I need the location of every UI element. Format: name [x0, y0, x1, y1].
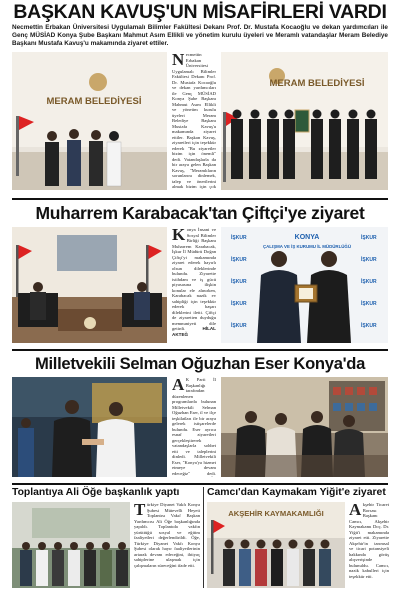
divider-2 — [12, 349, 388, 351]
story4-column — [134, 502, 200, 590]
story2-body: onya İnsani ve Sosyal Bilimler Birliği Başkanı Muharrem Karabacak, İşkur İl Müdürü Doğan Çiftçi'yi makamında ziyaret ederek hayırlı olsun dileklerinde bulundu. Ziyarette istihdam ve iş gücü piyasasına ilişkin konular ele alınırken, Karabacak nazik ev sahipliği için teşekkür ederek başarı dileklerini iletti. Çiftçi de ziyaretten duyduğu memnuniyeti dile getirdi. — [172, 227, 216, 331]
story5-headline: Camcı'dan Kaymakam Yiğit'e ziyaret — [207, 487, 386, 498]
story4-body: ürkiye Diyanet Vakfı Konya Şubesi Mütevelli Heyeti Toplantısı Vakıf Başkan Yardımcısı Ali Öğe başkanlığında yapıldı. Toplantıda vakfın yürüttüğü sosyal ve eğitim faaliyetleri değerlendirildi. Öğe, Türkiye Diyanet Vakfı Konya Şubesi olarak hayır faaliyetlerinin artarak devam edeceğini, ihtiyaç sahiplerine ulaşmak için çalışmaların süreceğini ifade etti. — [134, 502, 200, 568]
story2-logo-a3: İŞKUR — [231, 279, 247, 285]
story5-photo — [207, 502, 345, 588]
story2-logo-b3: İŞKUR — [361, 279, 377, 285]
story2-logo-b4: İŞKUR — [361, 301, 377, 307]
story1-column — [172, 52, 216, 190]
story2-logo-b1: İŞKUR — [361, 235, 377, 241]
story4-dropcap: T — [134, 502, 146, 519]
bottom-divider-vertical — [203, 487, 204, 588]
story3-headline: Milletvekili Selman Oğuzhan Eser Konya'da — [34, 354, 366, 373]
story2-headline: Muharrem Karabacak'tan Çiftçi'ye ziyaret — [35, 203, 365, 223]
story3-dropcap: A — [172, 377, 185, 394]
story1-photo-right-sign: MERAM BELEDİYESİ — [269, 78, 365, 89]
story2-photo-left — [12, 227, 167, 343]
story1-dropcap: N — [172, 52, 185, 69]
story2-logo-b2: İŞKUR — [361, 257, 377, 263]
story4-photo — [12, 502, 130, 588]
story1-photo-left — [12, 52, 167, 190]
story2-byline: HİLAL AKTEĞ — [172, 326, 216, 337]
story5-body: kşehir Ticaret Borsası Başkanı Camcı, Akşehir Kaymakamı Doç. Dr. Yiğit'i makamında ziyaret etti. Ziyarette Akşehir'in tarımsal ve ticari potansiyeli hakkında görüş alışverişinde bulunuldu. Camcı, nazik kabulleri için teşekkür etti. — [349, 502, 389, 579]
story5-dropcap: A — [349, 502, 362, 519]
story5-column — [349, 502, 389, 590]
story3-photo-left — [12, 377, 167, 477]
story4-headline: Toplantıya Ali Öğe başkanlık yaptı — [12, 487, 180, 498]
story2-logo-a2: İŞKUR — [231, 257, 247, 263]
story2-logo-a1: İŞKUR — [231, 235, 247, 241]
story3-byline — [172, 476, 216, 477]
story2-logo-a4: İŞKUR — [231, 301, 247, 307]
story2-logo-a5: İŞKUR — [231, 323, 247, 329]
story3-body: K Parti İl Başkanlığı tarafından düzenlenen programlarda bulunan Milletvekili Selman Oğuzhan Eser, il ve ilçe teşkilatları ile bir araya gelerek istişarelerde bulundu. Eser ayrıca esnaf ziyaretleri gerçekleştirerek vatandaşlarla sohbet etti ve taleplerini dinledi. Milletvekili Eser, "Konya'ya hizmet etmeye devam edeceğiz" dedi. — [172, 377, 216, 476]
story1-headline: BAŞKAN KAVUŞ'UN MİSAFİRLERİ VARDI — [13, 1, 387, 23]
story2-column — [172, 227, 216, 343]
story3-photo-right — [221, 377, 388, 477]
divider-1 — [12, 198, 388, 200]
story1-lead: Necmettin Erbakan Üniversitesi Uygulamalı Bilimler Fakültesi Dekanı Prof. Dr. Mustafa Kocaoğlu ve dekan yardımcıları ile Genç MÜSİAD Konya Şube Başkanı Mahmut Asım Ellikli ve yönetim kurulu üyeleri ve Meramlı vatandaşlar Meram Belediye Başkanı Mustafa Kavuş'u makamında ziyaret ettiler. — [12, 24, 388, 48]
story2-banner: KONYA — [294, 234, 320, 241]
story2-logo-b5: İŞKUR — [361, 323, 377, 329]
divider-3 — [12, 483, 388, 485]
story2-photo-right — [221, 227, 388, 343]
story1-photo-right — [221, 52, 388, 190]
story2-dropcap: K — [172, 227, 186, 244]
story3-column — [172, 377, 216, 477]
story1-photo-left-sign: MERAM BELEDİYESİ — [46, 96, 142, 107]
story5-photo-sign: AKŞEHİR KAYMAKAMLIĞI — [228, 509, 324, 518]
story2-sign: ÇALIŞMA VE İŞ KURUMU İL MÜDÜRLÜĞÜ — [262, 244, 352, 249]
story1-body: ecmettin Erbakan Üniversitesi Uygulamalı Bilimler Fakültesi Dekanı Prof. Dr. Mustafa Kocaoğlu ve dekan yardımcıları ile Genç MÜSİAD Konya Şube Başkanı Mahmut Asım Ellikli ve yönetim kurulu üyeleri Meram Belediye Başkanı Mustafa Kavuş'u makamında ziyaret ettiler. Başkan Kavuş, ziyaretleri için teşekkür ederek "Bu ziyaretler bizim için önemli" dedi. Vatandaşlarla da bir araya gelen Başkan Kavuş, "Meramlıların sorunlarını dinlemek, talep ve önerilerini almak bizim için çok — [172, 52, 216, 189]
